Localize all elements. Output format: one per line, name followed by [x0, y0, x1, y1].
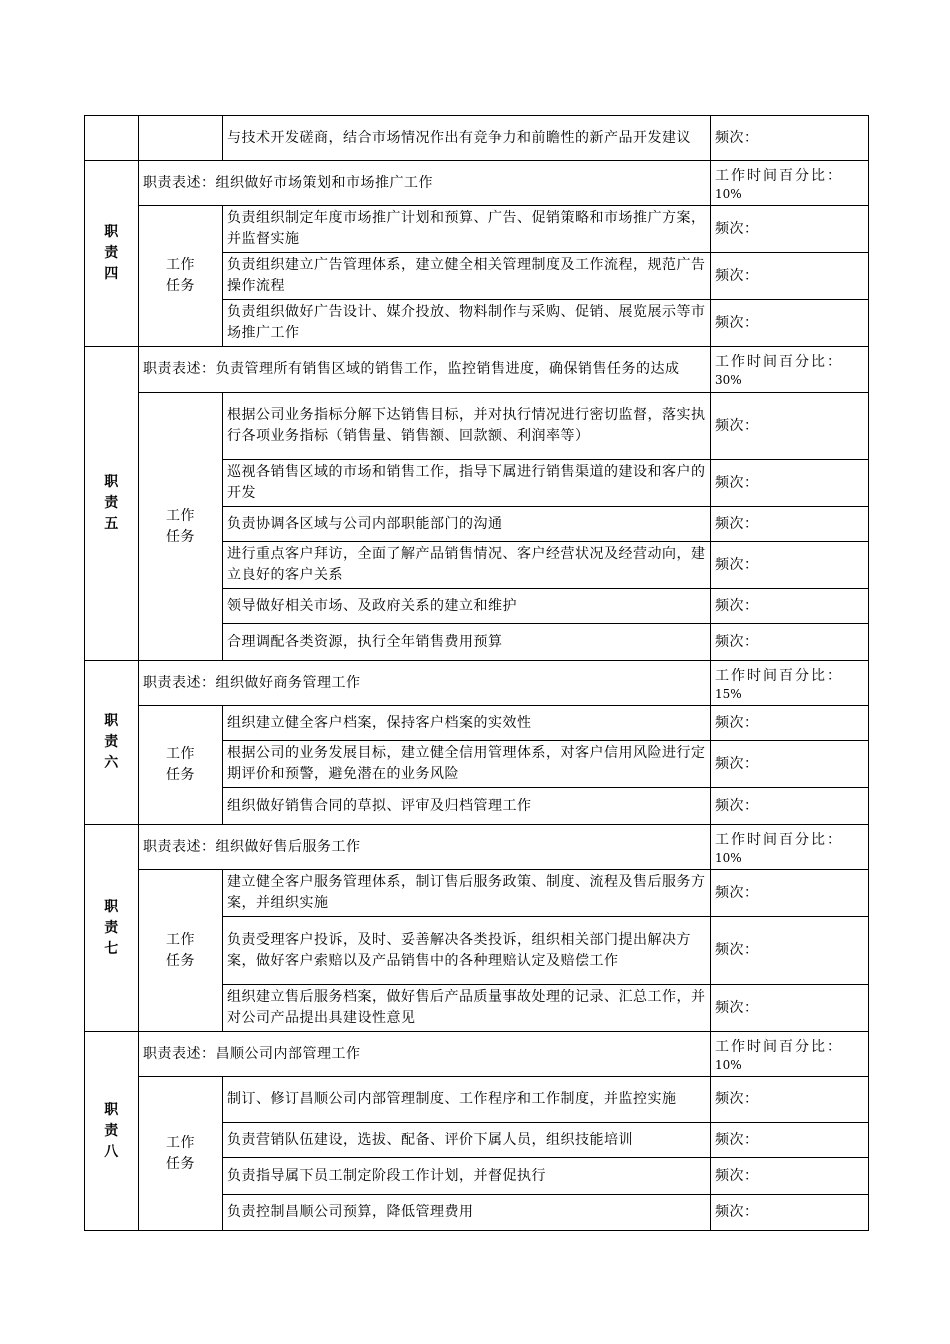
- time-percentage-value: 10%: [715, 1057, 742, 1072]
- description-text: 组织做好商务管理工作: [215, 674, 361, 691]
- duty-description: [139, 825, 711, 870]
- task-text: 领导做好相关市场、及政府关系的建立和维护: [223, 589, 711, 624]
- work-task-label: 工作 任务: [139, 393, 223, 661]
- description-prefix: 职责表述：: [143, 674, 216, 691]
- time-percentage-cell: [711, 1032, 869, 1077]
- description-text: 组织做好售后服务工作: [215, 838, 361, 855]
- task-text: 根据公司的业务发展目标，建立健全信用管理体系，对客户信用风险进行定期评价和预警，避免潜在的业务风险: [223, 741, 711, 788]
- frequency-label: 频次：: [711, 741, 869, 788]
- task-text: 负责营销队伍建设，选拔、配备、评价下属人员，组织技能培训: [223, 1123, 711, 1158]
- frequency-label: 频次：: [711, 542, 869, 589]
- description-prefix: 职责表述：: [143, 1045, 216, 1062]
- frequency-label: 频次：: [711, 393, 869, 460]
- time-percentage-cell: [711, 347, 869, 393]
- time-percentage-value: 10%: [715, 850, 742, 865]
- task-text: 与技术开发磋商，结合市场情况作出有竞争力和前瞻性的新产品开发建议: [223, 116, 711, 161]
- frequency-label: 频次：: [711, 917, 869, 985]
- time-percentage-value: 10%: [715, 186, 742, 201]
- frequency-label: 频次：: [711, 1195, 869, 1231]
- duty-description: [139, 1032, 711, 1077]
- frequency-label: 频次：: [711, 589, 869, 624]
- frequency-label: 频次：: [711, 507, 869, 542]
- frequency-label: 频次：: [711, 1158, 869, 1195]
- description-text: 负责管理所有销售区域的销售工作，监控销售进度，确保销售任务的达成: [215, 361, 680, 377]
- task-text: 负责组织制定年度市场推广计划和预算、广告、促销策略和市场推广方案，并监督实施: [223, 206, 711, 253]
- task-row: [85, 206, 869, 253]
- work-task-label: 工作 任务: [139, 206, 223, 347]
- frequency-label: 频次：: [711, 1077, 869, 1123]
- description-prefix: 职责表述：: [143, 174, 216, 191]
- description-prefix: 职责表述：: [143, 838, 216, 855]
- time-percentage-label: 工作时间百分比：: [715, 831, 843, 848]
- task-text: 负责组织建立广告管理体系，建立健全相关管理制度及工作流程，规范广告操作流程: [223, 253, 711, 300]
- task-text: 组织建立售后服务档案，做好售后产品质量事故处理的记录、汇总工作，并对公司产品提出具建设性意见: [223, 985, 711, 1032]
- frequency-label: 频次：: [711, 460, 869, 507]
- duty-title: 职 责 五: [85, 347, 139, 661]
- duty-title: 职 责 四: [85, 161, 139, 347]
- duty-description-row: [85, 161, 869, 206]
- empty-cell: [139, 116, 223, 161]
- description-text: 昌顺公司内部管理工作: [215, 1045, 361, 1062]
- task-text: 进行重点客户拜访，全面了解产品销售情况、客户经营状况及经营动向，建立良好的客户关系: [223, 542, 711, 589]
- description-text: 组织做好市场策划和市场推广工作: [215, 174, 433, 191]
- task-text: 巡视各销售区域的市场和销售工作，指导下属进行销售渠道的建设和客户的开发: [223, 460, 711, 507]
- task-text: 组织做好销售合同的草拟、评审及归档管理工作: [223, 788, 711, 825]
- frequency-label: 频次：: [711, 253, 869, 300]
- task-row: [85, 706, 869, 741]
- task-row: [85, 393, 869, 460]
- time-percentage-cell: [711, 661, 869, 706]
- frequency-label: 频次：: [711, 1123, 869, 1158]
- frequency-label: 频次：: [711, 206, 869, 253]
- task-text: 合理调配各类资源，执行全年销售费用预算: [223, 624, 711, 661]
- description-prefix: 职责表述：: [143, 361, 216, 377]
- task-text: 负责组织做好广告设计、媒介投放、物料制作与采购、促销、展览展示等市场推广工作: [223, 300, 711, 347]
- duty-title: 职 责 八: [85, 1032, 139, 1231]
- duty-description: [139, 161, 711, 206]
- duty-description: [139, 347, 711, 393]
- duty-title: 职 责 六: [85, 661, 139, 825]
- task-text: 负责受理客户投诉，及时、妥善解决各类投诉，组织相关部门提出解决方案，做好客户索赔以及产品销售中的各种理赔认定及赔偿工作: [223, 917, 711, 985]
- duty-description-row: [85, 1032, 869, 1077]
- time-percentage-value: 15%: [715, 686, 742, 701]
- frequency-label: 频次：: [711, 116, 869, 161]
- work-task-label: 工作 任务: [139, 1077, 223, 1231]
- empty-cell: [85, 116, 139, 161]
- task-row: [85, 1077, 869, 1123]
- task-text: 组织建立健全客户档案，保持客户档案的实效性: [223, 706, 711, 741]
- frequency-label: 频次：: [711, 788, 869, 825]
- time-percentage-cell: [711, 825, 869, 870]
- time-percentage-label: 工作时间百分比：: [715, 167, 843, 184]
- duty-description: [139, 661, 711, 706]
- task-text: 负责控制昌顺公司预算，降低管理费用: [223, 1195, 711, 1231]
- work-task-label: 工作 任务: [139, 706, 223, 825]
- duty-description-row: [85, 661, 869, 706]
- frequency-label: 频次：: [711, 985, 869, 1032]
- table-row: [85, 116, 869, 161]
- time-percentage-value: 30%: [715, 373, 742, 387]
- duty-description-row: [85, 347, 869, 393]
- work-task-label: 工作 任务: [139, 870, 223, 1032]
- task-row: [85, 870, 869, 917]
- time-percentage-label: 工作时间百分比：: [715, 354, 843, 370]
- task-text: 建立健全客户服务管理体系，制订售后服务政策、制度、流程及售后服务方案，并组织实施: [223, 870, 711, 917]
- time-percentage-label: 工作时间百分比：: [715, 667, 843, 684]
- task-text: 负责协调各区域与公司内部职能部门的沟通: [223, 507, 711, 542]
- responsibility-table: [84, 115, 869, 1231]
- time-percentage-cell: [711, 161, 869, 206]
- task-text: 制订、修订昌顺公司内部管理制度、工作程序和工作制度，并监控实施: [223, 1077, 711, 1123]
- task-text: 根据公司业务指标分解下达销售目标，并对执行情况进行密切监督，落实执行各项业务指标（销售量、销售额、回款额、利润率等）: [223, 393, 711, 460]
- frequency-label: 频次：: [711, 300, 869, 347]
- frequency-label: 频次：: [711, 870, 869, 917]
- frequency-label: 频次：: [711, 624, 869, 661]
- task-text: 负责指导属下员工制定阶段工作计划，并督促执行: [223, 1158, 711, 1195]
- duty-description-row: [85, 825, 869, 870]
- time-percentage-label: 工作时间百分比：: [715, 1038, 843, 1055]
- frequency-label: 频次：: [711, 706, 869, 741]
- duty-title: 职 责 七: [85, 825, 139, 1032]
